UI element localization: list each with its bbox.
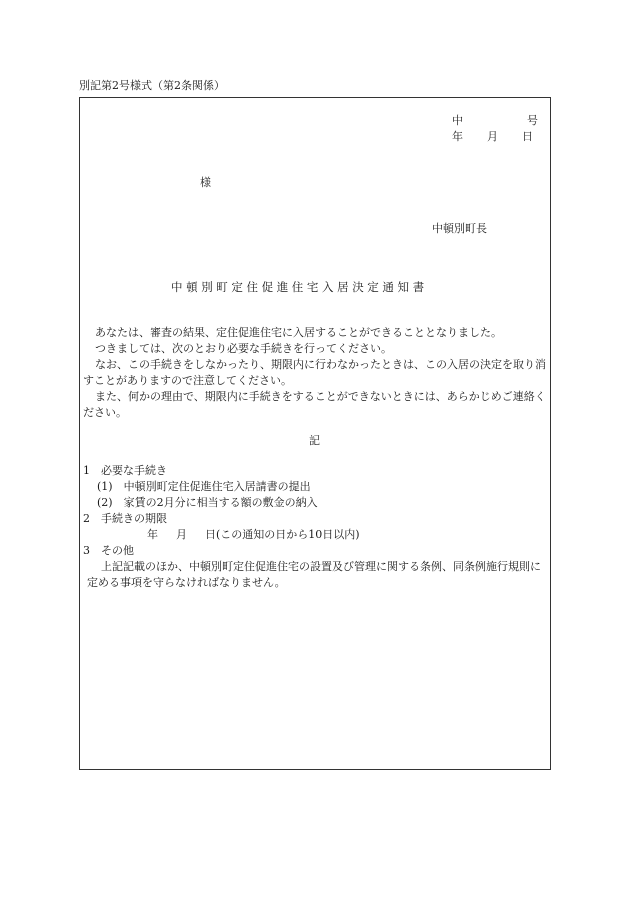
body-paragraph: また、何かの理由で、期限内に手続きをすることができないときには、あらかじめご連絡ください。 <box>83 390 546 419</box>
body-text <box>83 325 547 421</box>
document-date-row <box>452 130 533 144</box>
items-list <box>83 463 545 591</box>
document-number-row <box>452 114 538 128</box>
item-1-sub-1: (1) 中頓別町定住促進住宅入居請書の提出 <box>97 480 311 493</box>
deadline-day-note: 日(この通知の日から10日以内) <box>205 528 360 541</box>
item-3-title: 3 その他 <box>83 544 134 557</box>
date-year: 年 <box>452 130 463 143</box>
addressee: 様 <box>200 176 211 189</box>
date-day: 日 <box>522 130 533 143</box>
body-paragraph: あなたは、審査の結果、定住促進住宅に入居することができることとなりました。 <box>95 326 502 339</box>
number-suffix: 号 <box>527 114 538 127</box>
deadline-year: 年 <box>147 528 158 541</box>
item-2-title: 2 手続きの期限 <box>83 512 167 525</box>
form-label: 別記第2号様式（第2条関係） <box>79 79 225 92</box>
ki-heading: 記 <box>309 434 320 447</box>
document-title: 中頓別町定住促進住宅入居決定通知書 <box>171 280 428 294</box>
number-prefix: 中 <box>452 114 463 127</box>
body-paragraph: つきましては、次のとおり必要な手続きを行ってください。 <box>95 342 392 355</box>
item-2-deadline <box>83 527 545 543</box>
item-1-sub-2: (2) 家賃の2月分に相当する額の敷金の納入 <box>97 496 318 509</box>
item-3-text: 上記記載のほか、中頓別町定住促進住宅の設置及び管理に関する条例、同条例施行規則に定める事項を守らなければなりません。 <box>87 560 541 589</box>
item-1-title: 1 必要な手続き <box>83 464 167 477</box>
sender: 中頓別町長 <box>432 222 487 235</box>
body-paragraph: なお、この手続きをしなかったり、期限内に行わなかったときは、この入居の決定を取り消すことがありますので注意してください。 <box>83 358 546 387</box>
date-month: 月 <box>487 130 498 143</box>
deadline-month: 月 <box>176 528 187 541</box>
